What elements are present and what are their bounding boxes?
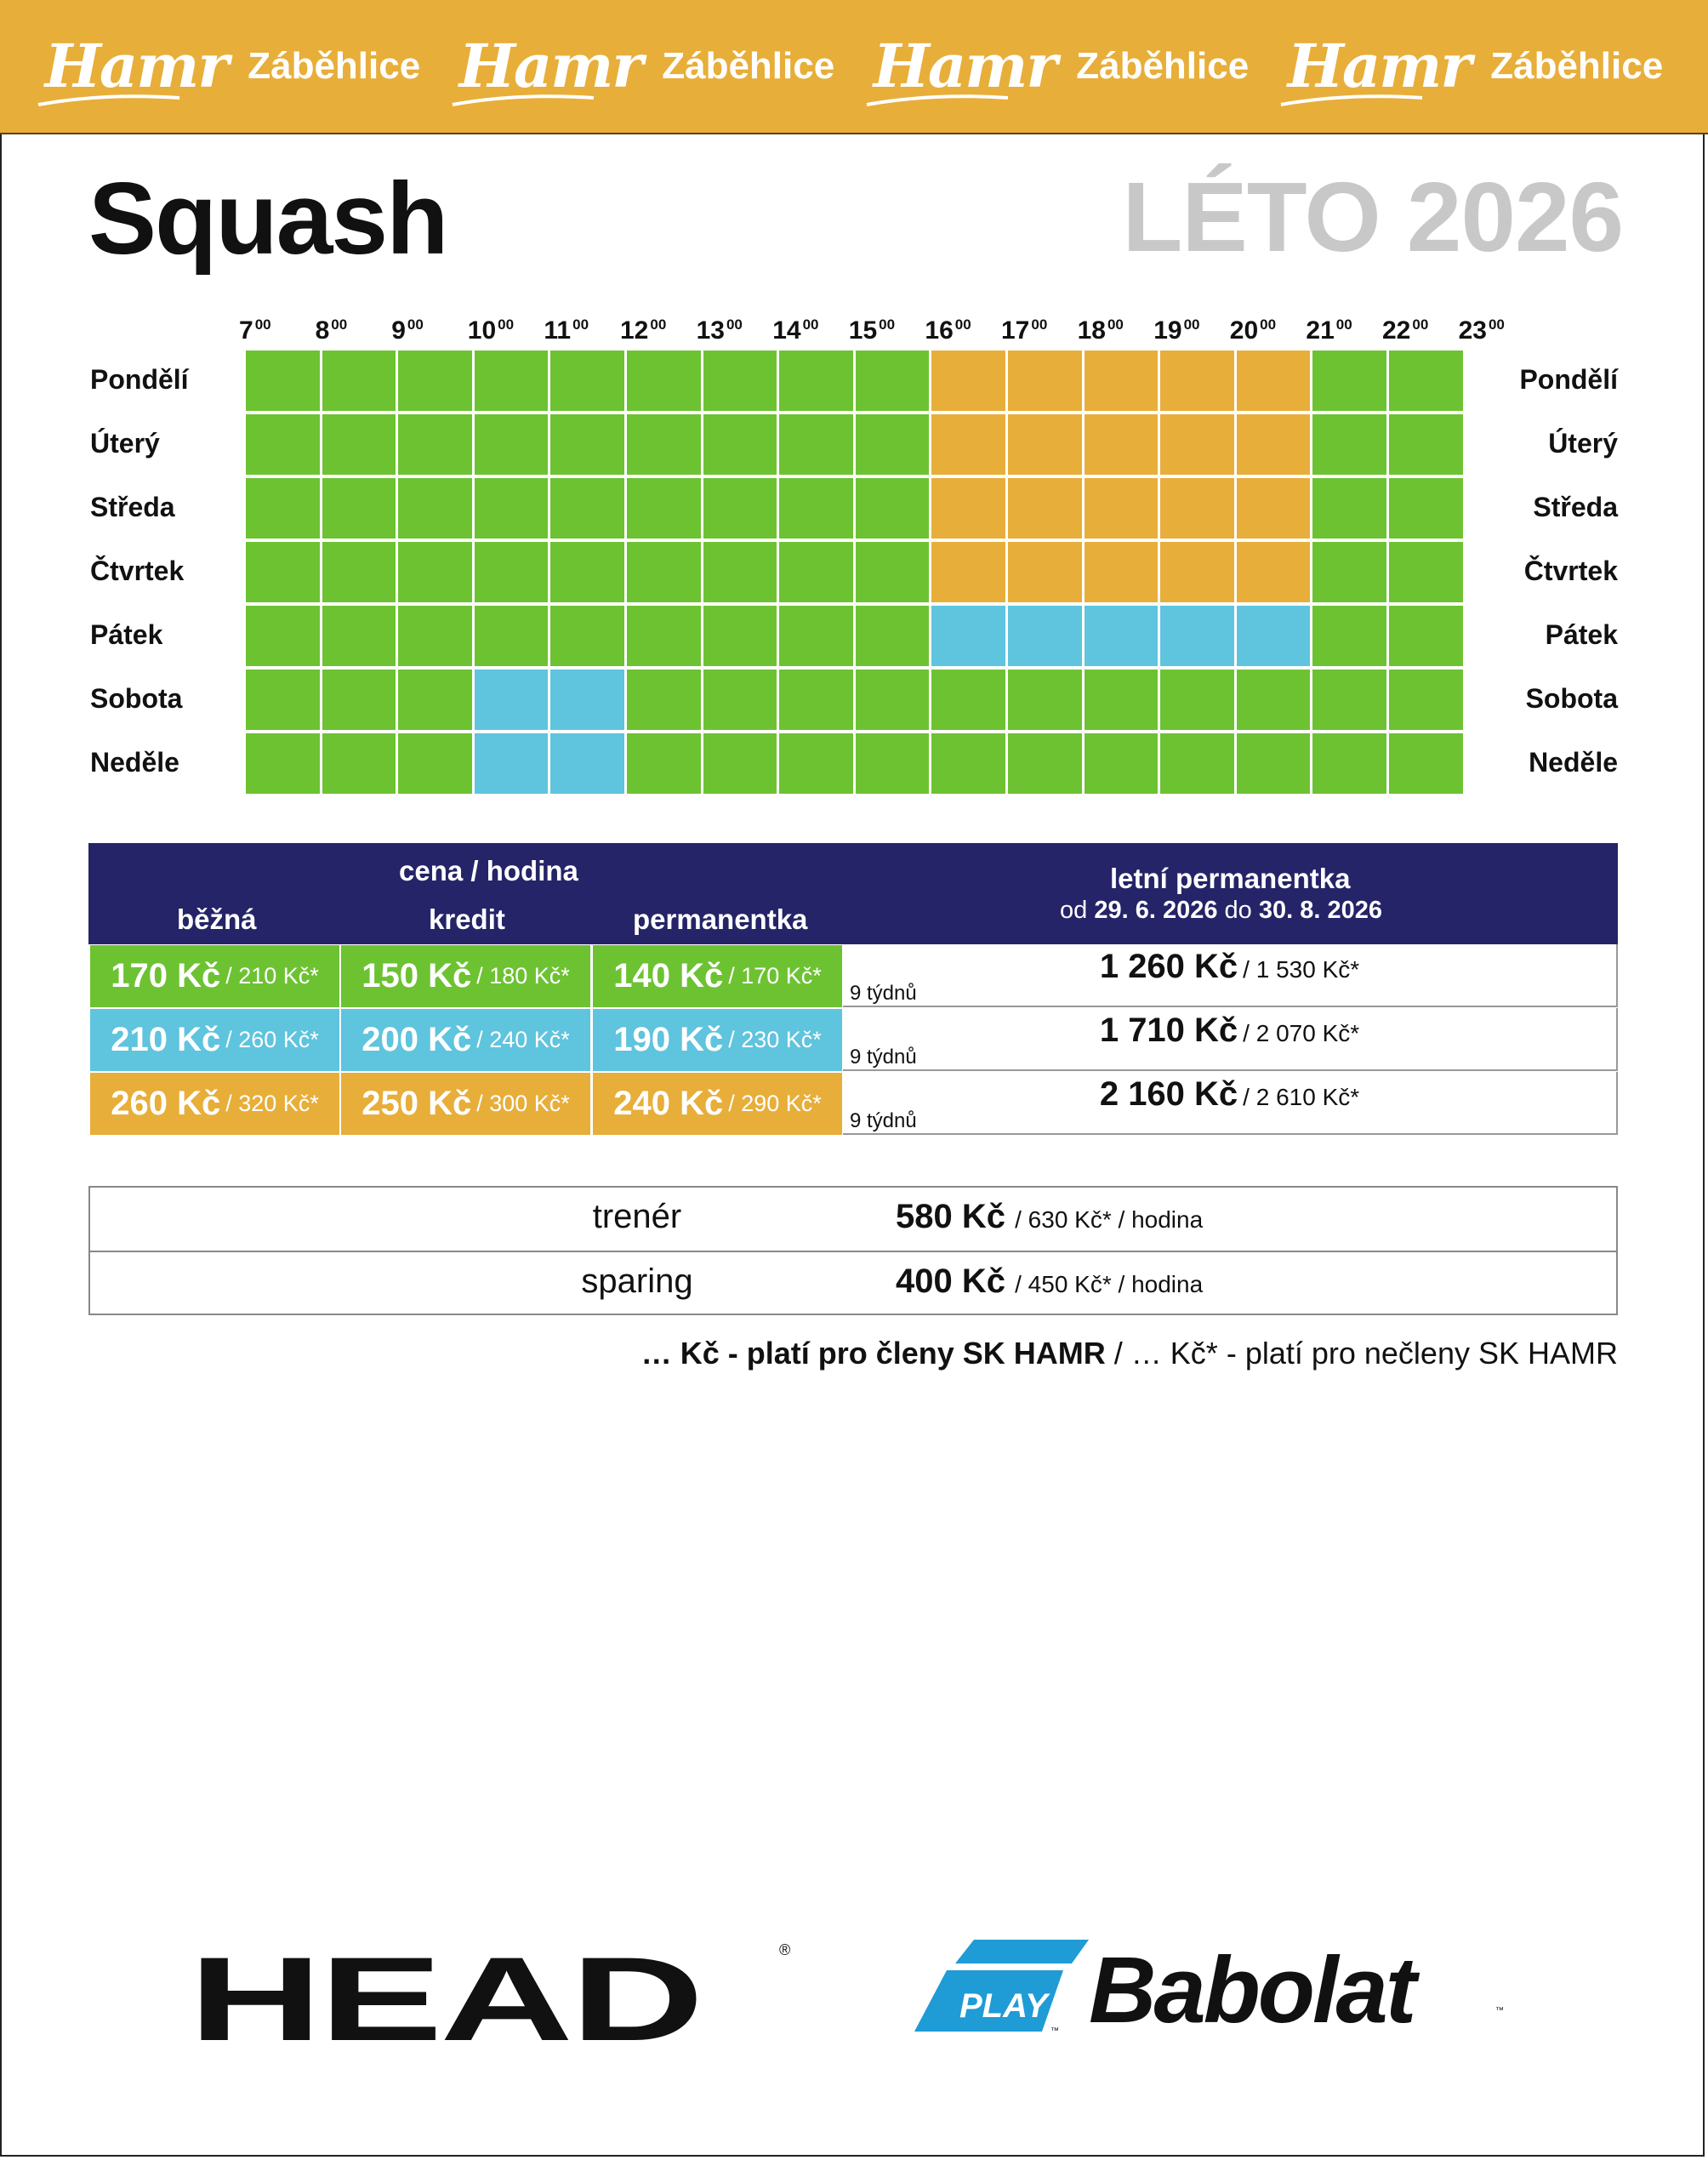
babolat-trademark: ™ [1495, 2006, 1504, 2015]
schedule-cell [1159, 540, 1236, 604]
head-logo: HEAD [189, 1932, 702, 2066]
schedule-cell [625, 668, 703, 732]
hour-label: 17 $^{00}$ [1001, 316, 1048, 345]
brand-place-label: Záběhlice [1076, 45, 1250, 87]
babolat-play-label: PLAY [959, 1987, 1048, 2025]
hour-label: 7 $^{00}$ [239, 316, 271, 345]
hour-label: 18 $^{00}$ [1077, 316, 1124, 345]
schedule-cell [777, 604, 855, 668]
price-cell: 190 Kč / 230 Kč* [593, 1009, 842, 1071]
schedule-cell [1311, 413, 1388, 476]
schedule-cell [321, 732, 398, 795]
schedule-cell [625, 540, 703, 604]
schedule-cell [854, 732, 931, 795]
summer-pass-dates: od 29. 6. 2026 do 30. 8. 2026 [1060, 897, 1382, 924]
schedule-cell [1235, 668, 1312, 732]
schedule-cell [473, 732, 550, 795]
header-brand [1287, 31, 1664, 101]
hamr-logo: Hamr [459, 37, 641, 96]
schedule-cell [1311, 476, 1388, 540]
summer-pass-row [843, 1008, 1618, 1071]
schedule-cell [1006, 540, 1084, 604]
schedule-cell [244, 476, 322, 540]
babolat-logo: Babolat [1089, 1938, 1415, 2043]
schedule-cell [1159, 349, 1236, 413]
schedule-cell [625, 604, 703, 668]
season-label: LÉTO 2026 [1122, 162, 1623, 272]
schedule-cell [1159, 604, 1236, 668]
swoosh-icon [37, 89, 181, 110]
col-header-pass: permanentka [633, 903, 808, 935]
extra-label: trenér [592, 1198, 682, 1235]
schedule-cell [321, 540, 398, 604]
price-cell: 170 Kč / 210 Kč* [90, 945, 339, 1007]
price-cell: 140 Kč / 170 Kč* [593, 945, 842, 1007]
col-header-regular: běžná [177, 903, 257, 935]
day-label-left: Pondělí [90, 364, 189, 395]
head-registered-mark: ® [779, 1941, 791, 1958]
schedule-cell [549, 476, 626, 540]
summer-pass-price: 2 160 Kč / 2 610 Kč* [1099, 1075, 1360, 1113]
hour-label: 14 $^{00}$ [772, 316, 819, 345]
schedule-cell [777, 476, 855, 540]
schedule-cell [1083, 732, 1160, 795]
schedule-cell [702, 668, 779, 732]
schedule-cell [1083, 349, 1160, 413]
summer-pass-price: 1 260 Kč / 1 530 Kč* [1099, 948, 1360, 985]
hamr-logo: Hamr [874, 37, 1056, 96]
schedule-cell [1387, 476, 1465, 540]
schedule-cell [625, 349, 703, 413]
schedule-cell [625, 732, 703, 795]
schedule-cell [1311, 349, 1388, 413]
schedule-cell [854, 668, 931, 732]
schedule-cell [854, 413, 931, 476]
schedule-cell [473, 604, 550, 668]
schedule-cell [1159, 732, 1236, 795]
day-label-right: Středa [1533, 492, 1618, 522]
schedule-cell [396, 540, 474, 604]
schedule-cell [1083, 413, 1160, 476]
price-table-header [88, 843, 1618, 944]
hamr-logo: Hamr [45, 37, 227, 96]
schedule-cell [854, 604, 931, 668]
schedule-cell [473, 476, 550, 540]
price-cell: 240 Kč / 290 Kč* [593, 1073, 842, 1135]
schedule-cell [930, 540, 1007, 604]
day-label-left: Středa [90, 492, 175, 522]
hour-label: 12 $^{00}$ [620, 316, 667, 345]
schedule-cell [473, 413, 550, 476]
schedule-cell [396, 732, 474, 795]
hour-label: 10 $^{00}$ [467, 316, 515, 345]
schedule-cell [702, 349, 779, 413]
schedule-cell [1083, 604, 1160, 668]
schedule-cell [396, 476, 474, 540]
schedule-cell [702, 476, 779, 540]
schedule-cell [473, 540, 550, 604]
schedule-cell [321, 476, 398, 540]
schedule-cell [1311, 668, 1388, 732]
hour-label: 15 $^{00}$ [848, 316, 896, 345]
brand-place-label: Záběhlice [662, 45, 835, 87]
schedule-cell [930, 349, 1007, 413]
schedule-cell [1006, 732, 1084, 795]
extra-price: 400 Kč / 450 Kč* / hodina [896, 1262, 1204, 1300]
swoosh-icon [865, 89, 1010, 110]
schedule-cell [1387, 540, 1465, 604]
schedule-cell [1311, 604, 1388, 668]
schedule-cell [473, 349, 550, 413]
schedule-cell [1235, 413, 1312, 476]
schedule-cell [1311, 732, 1388, 795]
extras-table [88, 1186, 1618, 1315]
hour-label: 19 $^{00}$ [1153, 316, 1200, 345]
extra-row-trainer [90, 1188, 1616, 1251]
header-brand [873, 31, 1250, 101]
swoosh-icon [451, 89, 595, 110]
schedule-cell [1235, 349, 1312, 413]
swoosh-icon [1279, 89, 1424, 110]
schedule-cell [1387, 732, 1465, 795]
schedule-cell [1235, 604, 1312, 668]
schedule-cell [1159, 476, 1236, 540]
schedule-cell [321, 668, 398, 732]
day-label-left: Sobota [90, 683, 183, 714]
play-trademark: ™ [1050, 2026, 1059, 2036]
hour-label: 20 $^{00}$ [1229, 316, 1277, 345]
schedule-cell [777, 732, 855, 795]
hour-label: 8 $^{00}$ [315, 316, 348, 345]
schedule-cell [702, 413, 779, 476]
hamr-logo: Hamr [1288, 37, 1470, 96]
schedule-cell [549, 540, 626, 604]
schedule-cell [930, 413, 1007, 476]
schedule-cell [244, 349, 322, 413]
schedule-cell [1387, 668, 1465, 732]
header-brand [458, 31, 835, 101]
hour-label: 9 $^{00}$ [391, 316, 424, 345]
day-label-right: Úterý [1548, 428, 1618, 459]
weeks-label: 9 týdnů [850, 1109, 917, 1132]
summer-pass-row [843, 944, 1618, 1007]
hour-label: 16 $^{00}$ [925, 316, 971, 345]
schedule-cell [549, 668, 626, 732]
price-group-label: cena / hodina [399, 855, 578, 886]
schedule-cell [1083, 668, 1160, 732]
schedule-cell [854, 349, 931, 413]
schedule-cell [702, 540, 779, 604]
schedule-cell [1387, 413, 1465, 476]
page-title: Squash [88, 162, 447, 276]
schedule-cell [396, 413, 474, 476]
summer-pass-price: 1 710 Kč / 2 070 Kč* [1099, 1012, 1360, 1049]
schedule-cell [396, 349, 474, 413]
schedule-cell [1387, 349, 1465, 413]
hour-label: 21 $^{00}$ [1306, 316, 1352, 345]
summer-pass-row [843, 1072, 1618, 1135]
weeks-label: 9 týdnů [850, 982, 917, 1005]
schedule-cell [1083, 540, 1160, 604]
schedule-cell [321, 604, 398, 668]
schedule-cell [549, 413, 626, 476]
brand-place-label: Záběhlice [248, 45, 421, 87]
day-label-left: Úterý [90, 428, 160, 459]
schedule-cell [321, 349, 398, 413]
schedule-cell [1311, 540, 1388, 604]
schedule-cell [1006, 349, 1084, 413]
schedule-cell [702, 604, 779, 668]
weeks-label: 9 týdnů [850, 1046, 917, 1069]
header-banner [0, 0, 1708, 134]
day-label-right: Neděle [1529, 747, 1618, 778]
schedule-cell [549, 349, 626, 413]
day-label-left: Čtvrtek [90, 556, 185, 586]
schedule-cell [321, 413, 398, 476]
hour-label: 13 $^{00}$ [696, 316, 743, 345]
schedule-cell [702, 732, 779, 795]
schedule-cell [549, 604, 626, 668]
schedule-cell [1387, 604, 1465, 668]
schedule-cell [625, 413, 703, 476]
header-brand [44, 31, 421, 101]
schedule-cell [1083, 476, 1160, 540]
day-label-left: Pátek [90, 619, 163, 650]
schedule-cell [930, 732, 1007, 795]
schedule-cell [1006, 476, 1084, 540]
schedule-cell [1006, 668, 1084, 732]
brand-place-label: Záběhlice [1490, 45, 1664, 87]
schedule-cell [854, 540, 931, 604]
col-header-credit: kredit [429, 903, 505, 935]
price-cell: 150 Kč / 180 Kč* [341, 945, 590, 1007]
schedule-cell [244, 668, 322, 732]
day-label-right: Pondělí [1519, 364, 1618, 395]
schedule-cell [473, 668, 550, 732]
schedule-cell [244, 413, 322, 476]
schedule-cell [854, 476, 931, 540]
schedule-cell [244, 540, 322, 604]
hour-label: 11 $^{00}$ [544, 316, 589, 345]
extra-row-sparring [90, 1251, 1616, 1315]
summer-pass-title: letní permanentka [1110, 863, 1351, 894]
schedule-cell [396, 668, 474, 732]
day-label-left: Neděle [90, 747, 179, 778]
price-cell: 200 Kč / 240 Kč* [341, 1009, 590, 1071]
hour-label: 22 $^{00}$ [1382, 316, 1429, 345]
schedule-cell [1159, 668, 1236, 732]
schedule-cell [777, 668, 855, 732]
price-cell: 250 Kč / 300 Kč* [341, 1073, 590, 1135]
price-note: … Kč - platí pro členy SK HAMR / … Kč* - platí pro nečleny SK HAMR [640, 1336, 1618, 1371]
price-cell: 210 Kč / 260 Kč* [90, 1009, 339, 1071]
schedule-cell [930, 604, 1007, 668]
schedule-cell [1235, 476, 1312, 540]
schedule-cell [930, 668, 1007, 732]
schedule-cell [244, 732, 322, 795]
day-label-right: Pátek [1545, 619, 1618, 650]
extra-label: sparing [581, 1262, 693, 1300]
extra-price: 580 Kč / 630 Kč* / hodina [896, 1198, 1204, 1235]
schedule-cell [1006, 413, 1084, 476]
schedule-cell [930, 476, 1007, 540]
schedule-cell [777, 413, 855, 476]
price-cell: 260 Kč / 320 Kč* [90, 1073, 339, 1135]
schedule-cell [396, 604, 474, 668]
schedule-cell [1159, 413, 1236, 476]
schedule-cell [1235, 732, 1312, 795]
day-label-right: Čtvrtek [1523, 556, 1618, 586]
schedule-cell [777, 540, 855, 604]
schedule-cell [777, 349, 855, 413]
schedule-cell [625, 476, 703, 540]
schedule-cell [244, 604, 322, 668]
schedule-cell [549, 732, 626, 795]
day-label-right: Sobota [1525, 683, 1618, 714]
schedule-cell [1235, 540, 1312, 604]
hour-label: 23 $^{00}$ [1458, 316, 1505, 345]
schedule-cell [1006, 604, 1084, 668]
